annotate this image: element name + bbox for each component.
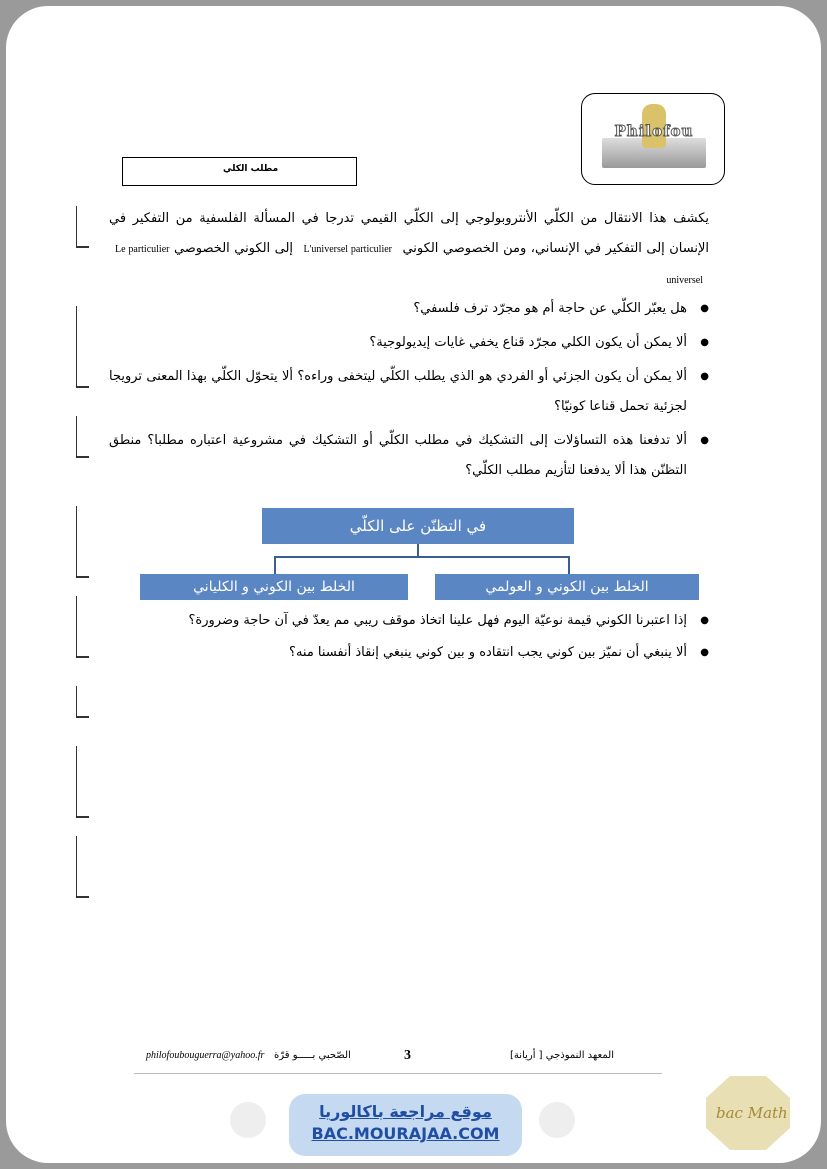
diagram-root-box: في التظنّن على الكلّي — [262, 508, 574, 544]
logo-wordmark: Philofou — [614, 122, 694, 140]
philofou-logo — [581, 93, 725, 185]
intro-term-1: L'universel particulier — [303, 244, 392, 255]
diagram-connector — [568, 556, 570, 574]
page-number: 3 — [404, 1048, 411, 1063]
bac-math-badge — [704, 1074, 792, 1152]
badge-text: bac Math — [716, 1104, 788, 1122]
diagram-left-box: الخلط بين الكوني و الكلياني — [140, 574, 408, 600]
question-item: ● ألا يمكن أن يكون الكلي مجرّد قناع يخفي غايات إيديولوجية؟ — [109, 328, 709, 358]
document-page — [6, 6, 821, 1163]
questions-list — [109, 294, 709, 490]
question-item: ● ألا تدفعنا هذه التساؤلات إلى التشكيك في مطلب الكلّي أو التشكيك في مشروعية اعتباره مطلبا؟ منطق التظنّن هذا ألا يدفعنا لتأزيم مطلب الكلّي؟ — [109, 426, 709, 486]
intro-part-2: إلى الكوني الخصوصي — [173, 241, 294, 256]
site-banner[interactable] — [289, 1094, 522, 1156]
footer-school: المعهد النموذجي [ أريانة] — [510, 1050, 614, 1061]
diagram-connector — [417, 544, 419, 556]
site-logo-icon — [230, 1102, 266, 1138]
question-item: ● ألا ينبغي أن نميّز بين كوني يجب انتقاده و بين كوني ينبغي إنقاذ أنفسنا منه؟ — [103, 638, 709, 668]
question-item: ● ألا يمكن أن يكون الجزئي أو الفردي هو الذي يطلب الكلّي ليتخفى وراءه؟ ألا يتحوّل الكلّي بهذا المعنى ترويجا لجزئية تحمل قناعا كونيّا؟ — [109, 362, 709, 422]
footer-author: الصّحبي بـــــو قرّة — [274, 1050, 351, 1061]
question-item: ● هل يعبّر الكلّي عن حاجة أم هو مجرّد ترف فلسفي؟ — [109, 294, 709, 324]
diagram-connector — [274, 556, 276, 574]
banner-title[interactable]: موقع مراجعة باكالوريا — [319, 1102, 492, 1121]
intro-term-2: Le particulier universel — [115, 244, 703, 286]
questions-list-2 — [103, 606, 709, 670]
intro-paragraph — [109, 204, 709, 296]
footer-divider — [134, 1073, 662, 1074]
banner-url[interactable]: BAC.MOURAJAA.COM — [311, 1124, 500, 1143]
site-logo-icon — [539, 1102, 575, 1138]
section-title-box — [122, 157, 357, 186]
diagram-connector — [274, 556, 570, 558]
section-title: مطلب الكلي — [223, 164, 279, 174]
question-item: ● إذا اعتبرنا الكوني قيمة نوعيّة اليوم فهل علينا اتخاذ موقف ريبي مم يعدّ في آن حاجة وضرورة؟ — [103, 606, 709, 636]
margin-decoration — [72, 206, 92, 926]
footer-email: philofoubouguerra@yahoo.fr — [146, 1050, 265, 1061]
diagram-right-box: الخلط بين الكوني و العولمي — [435, 574, 699, 600]
intro-part-1: يكشف هذا الانتقال من الكلّي الأنتروبولوجي إلى الكلّي القيمي تدرجا في المسألة الفلسفية من التفكير في الإنسان إلى التفكير في الإنساني، ومن الخصوصي الكوني — [109, 211, 710, 256]
